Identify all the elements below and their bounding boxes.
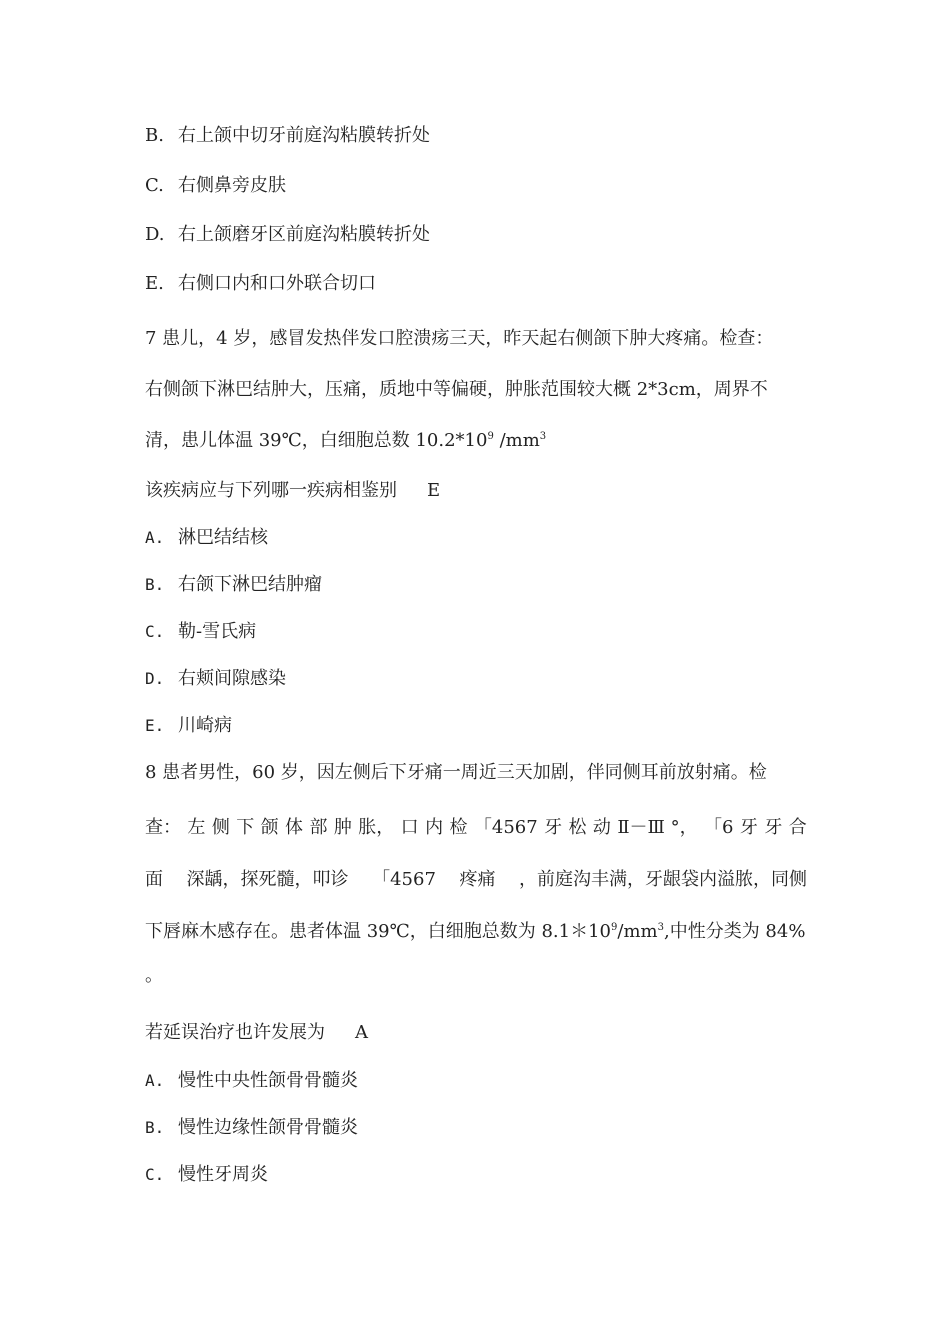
- q8-answer: A: [355, 1022, 368, 1043]
- q7-option-d: D. 右颊间隙感染: [145, 668, 286, 689]
- q7-stem-line1: 7 患儿，4 岁，感冒发热伴发口腔溃疡三天，昨天起右侧颌下肿大疼痛。检查：: [145, 328, 774, 349]
- q7-stem-line2: 右侧颌下淋巴结肿大，压痛，质地中等偏硬，肿胀范围较大概 2*3cm，周界不: [145, 379, 768, 400]
- q6-option-c: C. 右侧鼻旁皮肤: [145, 175, 286, 196]
- q7-option-e: E. 川崎病: [145, 715, 232, 736]
- q8-stem-line5: 。: [145, 965, 163, 986]
- q7-option-a: A. 淋巴结结核: [145, 527, 268, 548]
- q7-option-b: B. 右颌下淋巴结肿瘤: [145, 574, 322, 595]
- q8-option-a: A. 慢性中央性颌骨骨髓炎: [145, 1070, 358, 1091]
- q8-stem-line2: 查： 左 侧 下 颌 体 部 肿 胀， 口 内 检 「4567 牙 松 动 Ⅱ－Ⅲ °， 「6 牙 牙 合: [145, 817, 807, 838]
- q8-question: 若延误治疗也许发展为 A: [145, 1022, 368, 1043]
- q6-option-e: E. 右侧口内和口外联合切口: [145, 273, 376, 294]
- q7-stem-line3: 清，患儿体温 39℃，白细胞总数 $10.2*10^9$ $/mm^3$: [145, 430, 547, 451]
- q7-answer: E: [427, 480, 441, 501]
- q8-option-b: B. 慢性边缘性颌骨骨髓炎: [145, 1117, 358, 1138]
- q6-option-d: D. 右上颌磨牙区前庭沟粘膜转折处: [145, 224, 430, 245]
- q8-stem-line3: 面 深龋，探死髓，叩诊 「4567 疼痛 ，前庭沟丰满，牙龈袋内溢脓，同侧: [145, 869, 807, 890]
- q7-question: 该疾病应与下列哪一疾病相鉴别 E: [145, 480, 441, 501]
- q7-option-c: C. 勒-雪氏病: [145, 621, 257, 642]
- q8-option-c: C. 慢性牙周炎: [145, 1164, 268, 1185]
- q8-stem-line4: 下唇麻木感存在。患者体温 39℃，白细胞总数为 $8.1*10^9/mm^3$,中性分类为 84%: [145, 921, 806, 942]
- q6-option-b: B. 右上颌中切牙前庭沟粘膜转折处: [145, 125, 430, 146]
- q8-stem-line1: 8 患者男性，60 岁，因左侧后下牙痛一周近三天加剧，伴同侧耳前放射痛。检: [145, 762, 767, 783]
